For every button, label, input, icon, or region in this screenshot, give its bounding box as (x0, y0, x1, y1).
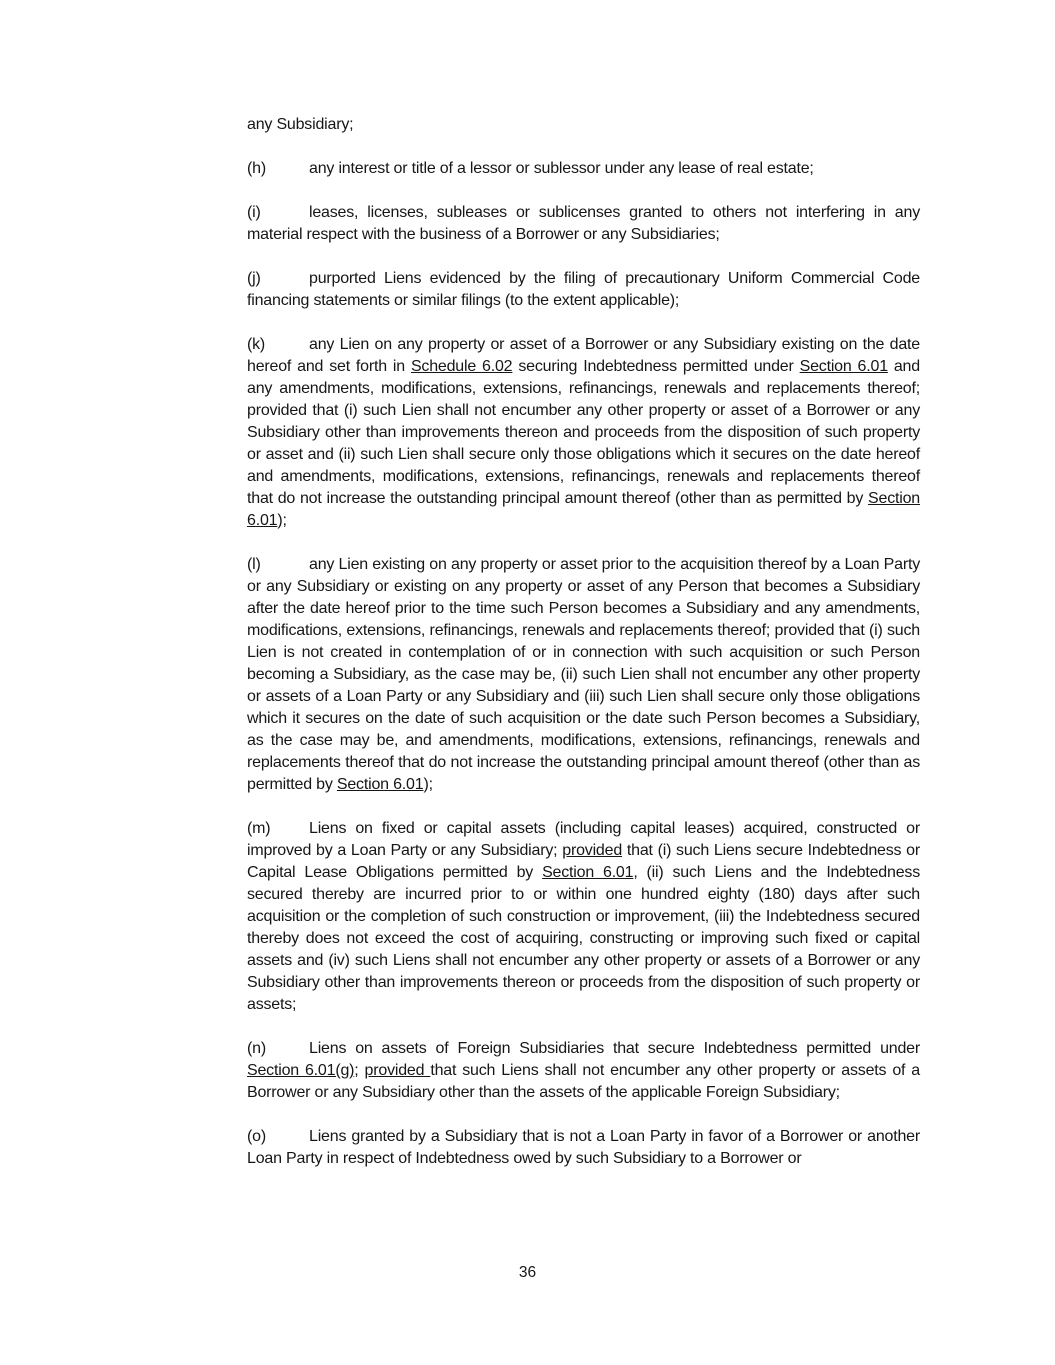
ref-section-6-01: Section 6.01 (542, 864, 634, 881)
ref-section-6-01: Section 6.01 (799, 358, 888, 375)
text-run: any Lien on any property or asset of a Borrower or any Subsidiary existing on the date hereof and set forth in (247, 336, 920, 375)
text-run: any interest or title of a lessor or sublessor under any lease of real estate; (309, 160, 814, 177)
ref-schedule-6-02: Schedule 6.02 (410, 358, 513, 375)
paragraph-label-l: (l) (247, 556, 261, 573)
text-run: any Subsidiary; (247, 116, 354, 133)
text-run: ; (354, 1062, 365, 1079)
document-body (247, 114, 920, 1192)
paragraph-l (247, 554, 920, 796)
paragraph-k (247, 334, 920, 532)
text-run: leases, licenses, subleases or sublicenses granted to others not interfering in any material respect with the business of a Borrower or any Subsidiaries; (247, 204, 920, 243)
ref-section-6-01: Section 6.01 (247, 490, 920, 529)
paragraph-label-j: (j) (247, 270, 261, 287)
text-run: , (ii) such Liens and the Indebtedness secured thereby are incurred prior to or within one hundred eighty (180) days after such acquisition or the completion of such construction or improvement, (iii) the Indebtedness secured thereby does not exceed the cost of acquiring, constructing or improving such fixed or capital assets and (iv) such Liens shall not encumber any other property or assets of a Borrower or any Subsidiary other than improvements thereon or proceeds from the disposition of such property or assets; (247, 864, 920, 1013)
paragraph-o (247, 1126, 920, 1170)
paragraph-i (247, 202, 920, 246)
page-number: 36 (518, 1264, 537, 1281)
paragraph-label-i: (i) (247, 204, 261, 221)
proviso-keyword: provided (562, 842, 623, 859)
paragraph-n (247, 1038, 920, 1104)
paragraph-h (247, 158, 920, 180)
paragraph-continuation (247, 114, 920, 136)
paragraph-label-k: (k) (247, 336, 266, 353)
text-run: Liens granted by a Subsidiary that is not a Loan Party in favor of a Borrower or another Loan Party in respect of Indebtedness owed by such Subsidiary to a Borrower or (247, 1128, 920, 1167)
text-run: and any amendments, modifications, extensions, refinancings, renewals and replacements thereof; provided that (i) such Lien shall not encumber any other property or asset of a Borrower or any Subsidiary other than improvements thereon and proceeds from the disposition of such property or asset and (ii) such Lien shall secure only those obligations which it secures on the date hereof and amendments, modifications, extensions, refinancings, renewals and replacements thereof that do not increase the outstanding principal amount thereof (other than as permitted by (247, 358, 920, 507)
paragraph-label-h: (h) (247, 160, 266, 177)
text-run: any Lien existing on any property or asset prior to the acquisition thereof by a Loan Party or any Subsidiary or existing on any property or asset of any Person that becomes a Subsidiary after the date hereof prior to the time such Person becomes a Subsidiary and any amendments, modifications, extensions, refinancings, renewals and replacements thereof; provided that (i) such Lien is not created in contemplation of or in connection with such acquisition or such Person becoming a Subsidiary, as the case may be, (ii) such Lien shall not encumber any other property or assets of a Loan Party or any Subsidiary and (iii) such Lien shall secure only those obligations which it secures on the date of such acquisition or the date such Person becomes a Subsidiary, as the case may be, and amendments, modifications, extensions, refinancings, renewals and replacements thereof that do not increase the outstanding principal amount thereof (other than as permitted by (247, 556, 920, 793)
text-run: that such Liens shall not encumber any other property or assets of a Borrower or any Subsidiary other than the assets of the applicable Foreign Subsidiary; (247, 1062, 920, 1101)
text-run: Liens on fixed or capital assets (including capital leases) acquired, constructed or improved by a Loan Party or any Subsidiary; (247, 820, 920, 859)
text-run: purported Liens evidenced by the filing of precautionary Uniform Commercial Code financing statements or similar filings (to the extent applicable); (247, 270, 920, 309)
paragraph-label-o: (o) (247, 1128, 266, 1145)
ref-section-6-01: Section 6.01 (336, 776, 424, 793)
paragraph-label-n: (n) (247, 1040, 266, 1057)
proviso-keyword: provided (364, 1062, 431, 1079)
text-run: securing Indebtedness permitted under (512, 358, 800, 375)
text-run: that (i) such Liens secure Indebtedness or Capital Lease Obligations permitted by (247, 842, 920, 881)
text-run: ); (423, 776, 433, 793)
paragraph-label-m: (m) (247, 820, 271, 837)
text-run: Liens on assets of Foreign Subsidiaries that secure Indebtedness permitted under (309, 1040, 920, 1057)
paragraph-m (247, 818, 920, 1016)
text-run: ); (277, 512, 287, 529)
paragraph-j (247, 268, 920, 312)
ref-section-6-01-g: Section 6.01(g) (247, 1062, 355, 1079)
